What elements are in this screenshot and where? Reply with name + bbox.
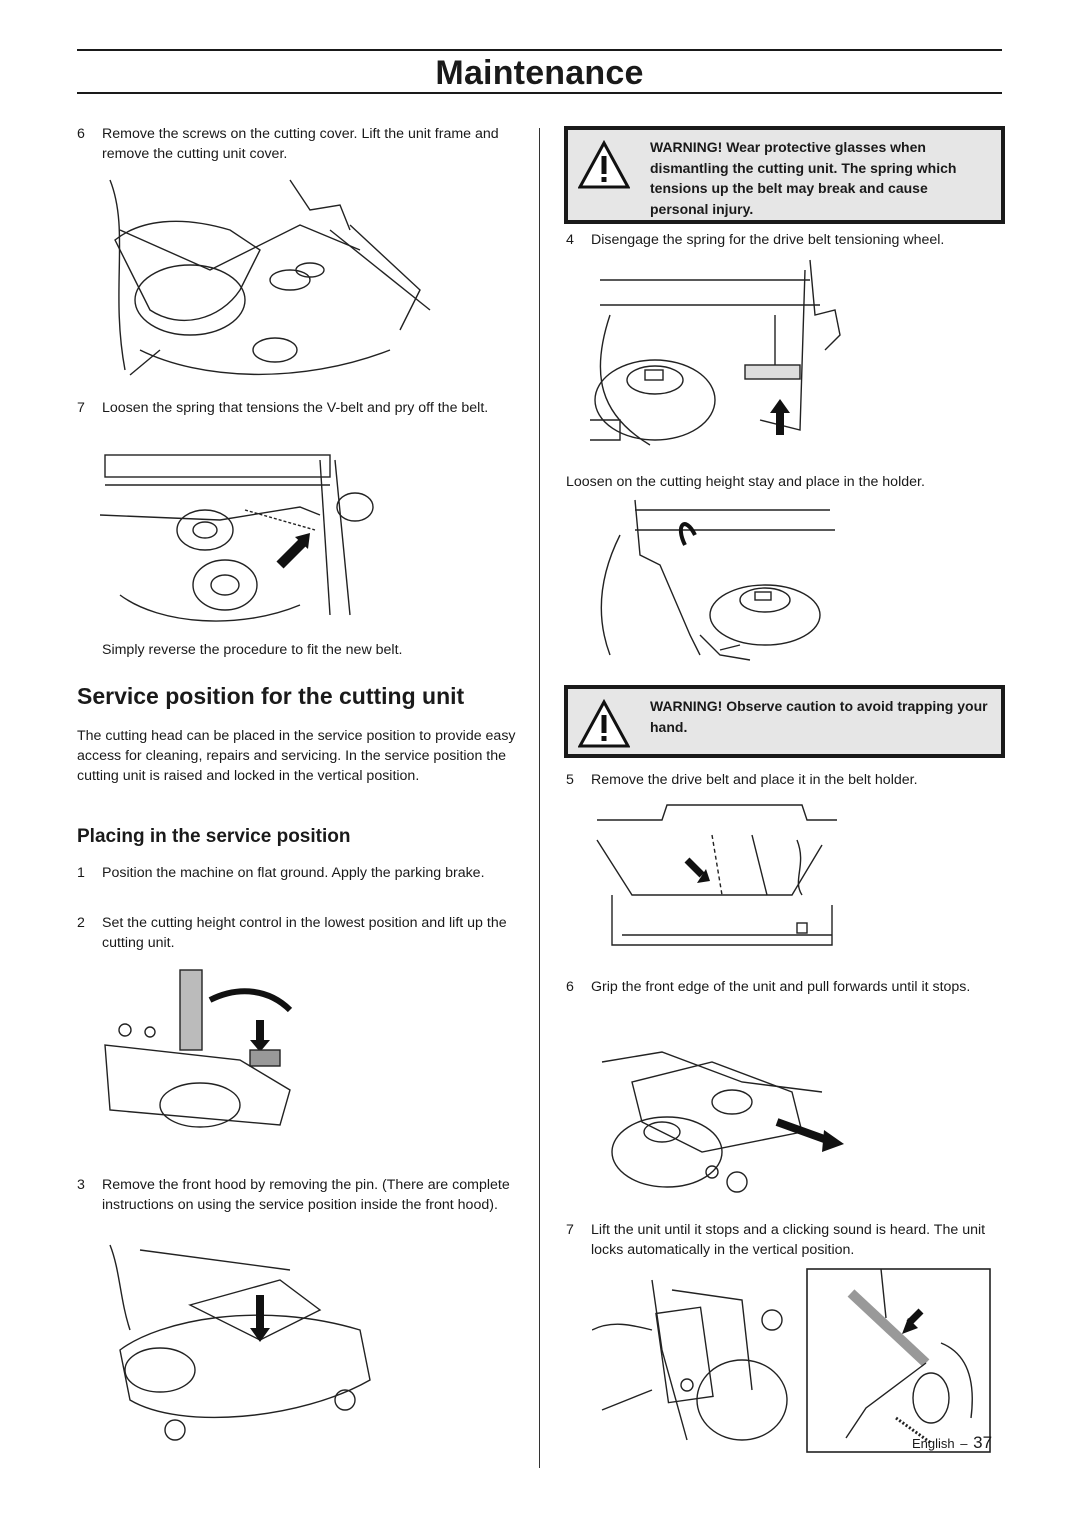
- step-text: Grip the front edge of the unit and pull forwards until it stops.: [591, 979, 971, 995]
- illustration-unit-vertical-lock: [592, 1270, 797, 1455]
- header-top-rule: [77, 49, 1002, 51]
- illustration-cutting-cover-removal: [100, 170, 440, 385]
- step-text: Position the machine on flat ground. Apply the parking brake.: [102, 865, 485, 881]
- warning-box-protective-glasses: [564, 126, 1005, 224]
- warning-box-trapping-hand: [564, 685, 1005, 758]
- step-text: Remove the drive belt and place it in the belt holder.: [591, 772, 918, 788]
- step-number: 7: [566, 1222, 574, 1238]
- section-intro: The cutting head can be placed in the service position to provide easy access for cleaning, repairs and servicing. In the service position the cutting unit is raised and locked in the vertical position.: [77, 728, 516, 784]
- step-text: Disengage the spring for the drive belt tensioning wheel.: [591, 232, 945, 248]
- section-heading: Service position for the cutting unit: [77, 683, 465, 709]
- illustration-drive-belt-spring: [590, 255, 850, 455]
- warning-triangle-icon: [578, 699, 630, 749]
- step-text: Set the cutting height control in the lowest position and lift up the cutting unit.: [102, 915, 507, 951]
- step-number: 1: [77, 865, 85, 881]
- page-footer: [912, 1433, 992, 1453]
- page-number: 37: [973, 1433, 993, 1452]
- illustration-pull-unit-forward: [592, 1022, 852, 1207]
- footer-language: English: [912, 1436, 955, 1451]
- step-text: Lift the unit until it stops and a clicking sound is heard. The unit locks automatically in the vertical position.: [591, 1222, 986, 1258]
- step-number: 7: [77, 400, 85, 416]
- step-text: Loosen the spring that tensions the V-belt and pry off the belt.: [102, 400, 489, 416]
- step-number: 6: [77, 126, 85, 142]
- step-text: Remove the screws on the cutting cover. Lift the unit frame and remove the cutting unit cover.: [102, 126, 499, 162]
- footer-dash: –: [960, 1436, 968, 1451]
- column-divider: [539, 128, 540, 1468]
- page-title: Maintenance: [435, 54, 644, 92]
- warning-text: WARNING! Wear protective glasses when dismantling the cutting unit. The spring which tensions up the belt may break and cause personal injury.: [650, 139, 957, 217]
- subheading: Placing in the service position: [77, 826, 351, 847]
- cutting-height-stay-note: Loosen on the cutting height stay and place in the holder.: [566, 474, 925, 490]
- illustration-lock-detail-inset: [806, 1268, 991, 1453]
- step-number: 2: [77, 915, 85, 931]
- warning-text: WARNING! Observe caution to avoid trapping your hand.: [650, 698, 988, 735]
- header-bottom-rule: [77, 92, 1002, 94]
- illustration-cutting-height-control: [100, 960, 300, 1155]
- illustration-v-belt-spring: [100, 445, 400, 630]
- illustration-belt-holder: [592, 795, 842, 955]
- step-number: 5: [566, 772, 574, 788]
- step-text: Remove the front hood by removing the pin. (There are complete instructions on using the service position inside the front hood).: [102, 1177, 510, 1213]
- step-number: 4: [566, 232, 574, 248]
- illustration-front-hood-pin: [100, 1240, 390, 1450]
- reverse-procedure-note: Simply reverse the procedure to fit the new belt.: [102, 642, 403, 658]
- step-number: 3: [77, 1177, 85, 1193]
- warning-triangle-icon: [578, 140, 630, 190]
- illustration-cutting-height-stay: [590, 495, 840, 665]
- step-number: 6: [566, 979, 574, 995]
